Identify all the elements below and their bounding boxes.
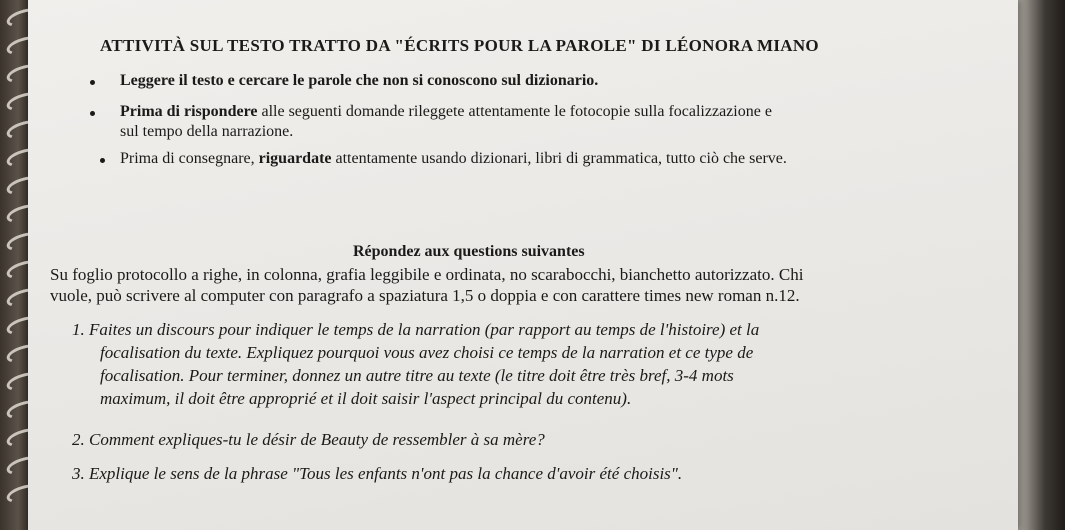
worksheet-page bbox=[28, 0, 1018, 530]
bullet-item-3 bbox=[120, 150, 787, 168]
bullet-dot bbox=[90, 80, 95, 85]
bullet-1-bold: Leggere il testo e cercare le parole che non si conoscono sul dizionario. bbox=[120, 72, 599, 89]
question-1-line-3: focalisation. Pour terminer, donnez un autre titre au texte (le titre doit être très bref, 3-4 mots bbox=[100, 366, 734, 385]
bullet-2-bold: Prima di rispondere bbox=[120, 103, 258, 120]
bullet-dot bbox=[90, 111, 95, 116]
question-1-line-4: maximum, il doit être approprié et il doit saisir l'aspect principal du contenu). bbox=[100, 389, 632, 408]
bullet-dot bbox=[100, 158, 105, 163]
question-2: 2. Comment expliques-tu le désir de Beauty de ressembler à sa mère? bbox=[72, 430, 545, 449]
bullet-3-normal: attentamente usando dizionari, libri di grammatica, tutto ciò che serve. bbox=[331, 150, 787, 167]
instructions-line-2: vuole, può scrivere al computer con paragrafo a spaziatura 1,5 o doppia e con carattere times new roman n.12. bbox=[50, 286, 800, 305]
bullet-item-1 bbox=[120, 72, 598, 90]
bullet-3-bold: riguardate bbox=[258, 150, 332, 167]
bullet-2-normal: alle seguenti domande rileggete attentamente le fotocopie sulla focalizzazione e bbox=[257, 103, 772, 120]
question-1-line-2: focalisation du texte. Expliquez pourquoi vous avez choisi ce temps de la narration et ce type de bbox=[100, 343, 754, 362]
worksheet-title: ATTIVITÀ SUL TESTO TRATTO DA "ÉCRITS POUR LA PAROLE" DI LÉONORA MIANO bbox=[100, 36, 819, 55]
question-1-line-1: 1. Faites un discours pour indiquer le temps de la narration (par rapport au temps de l'histoire) et la bbox=[72, 320, 760, 339]
question-3: 3. Explique le sens de la phrase "Tous les enfants n'ont pas la chance d'avoir été choisis". bbox=[72, 464, 683, 483]
bullet-item-2 bbox=[120, 103, 772, 121]
instructions-line-1: Su foglio protocollo a righe, in colonna, grafia leggibile e ordinata, no scarabocchi, bianchetto autorizzato. Chi bbox=[50, 265, 804, 284]
section-subtitle: Répondez aux questions suivantes bbox=[353, 243, 585, 260]
bullet-item-2-line2: sul tempo della narrazione. bbox=[120, 123, 294, 140]
bullet-3-prefix: Prima di consegnare, bbox=[120, 150, 259, 167]
